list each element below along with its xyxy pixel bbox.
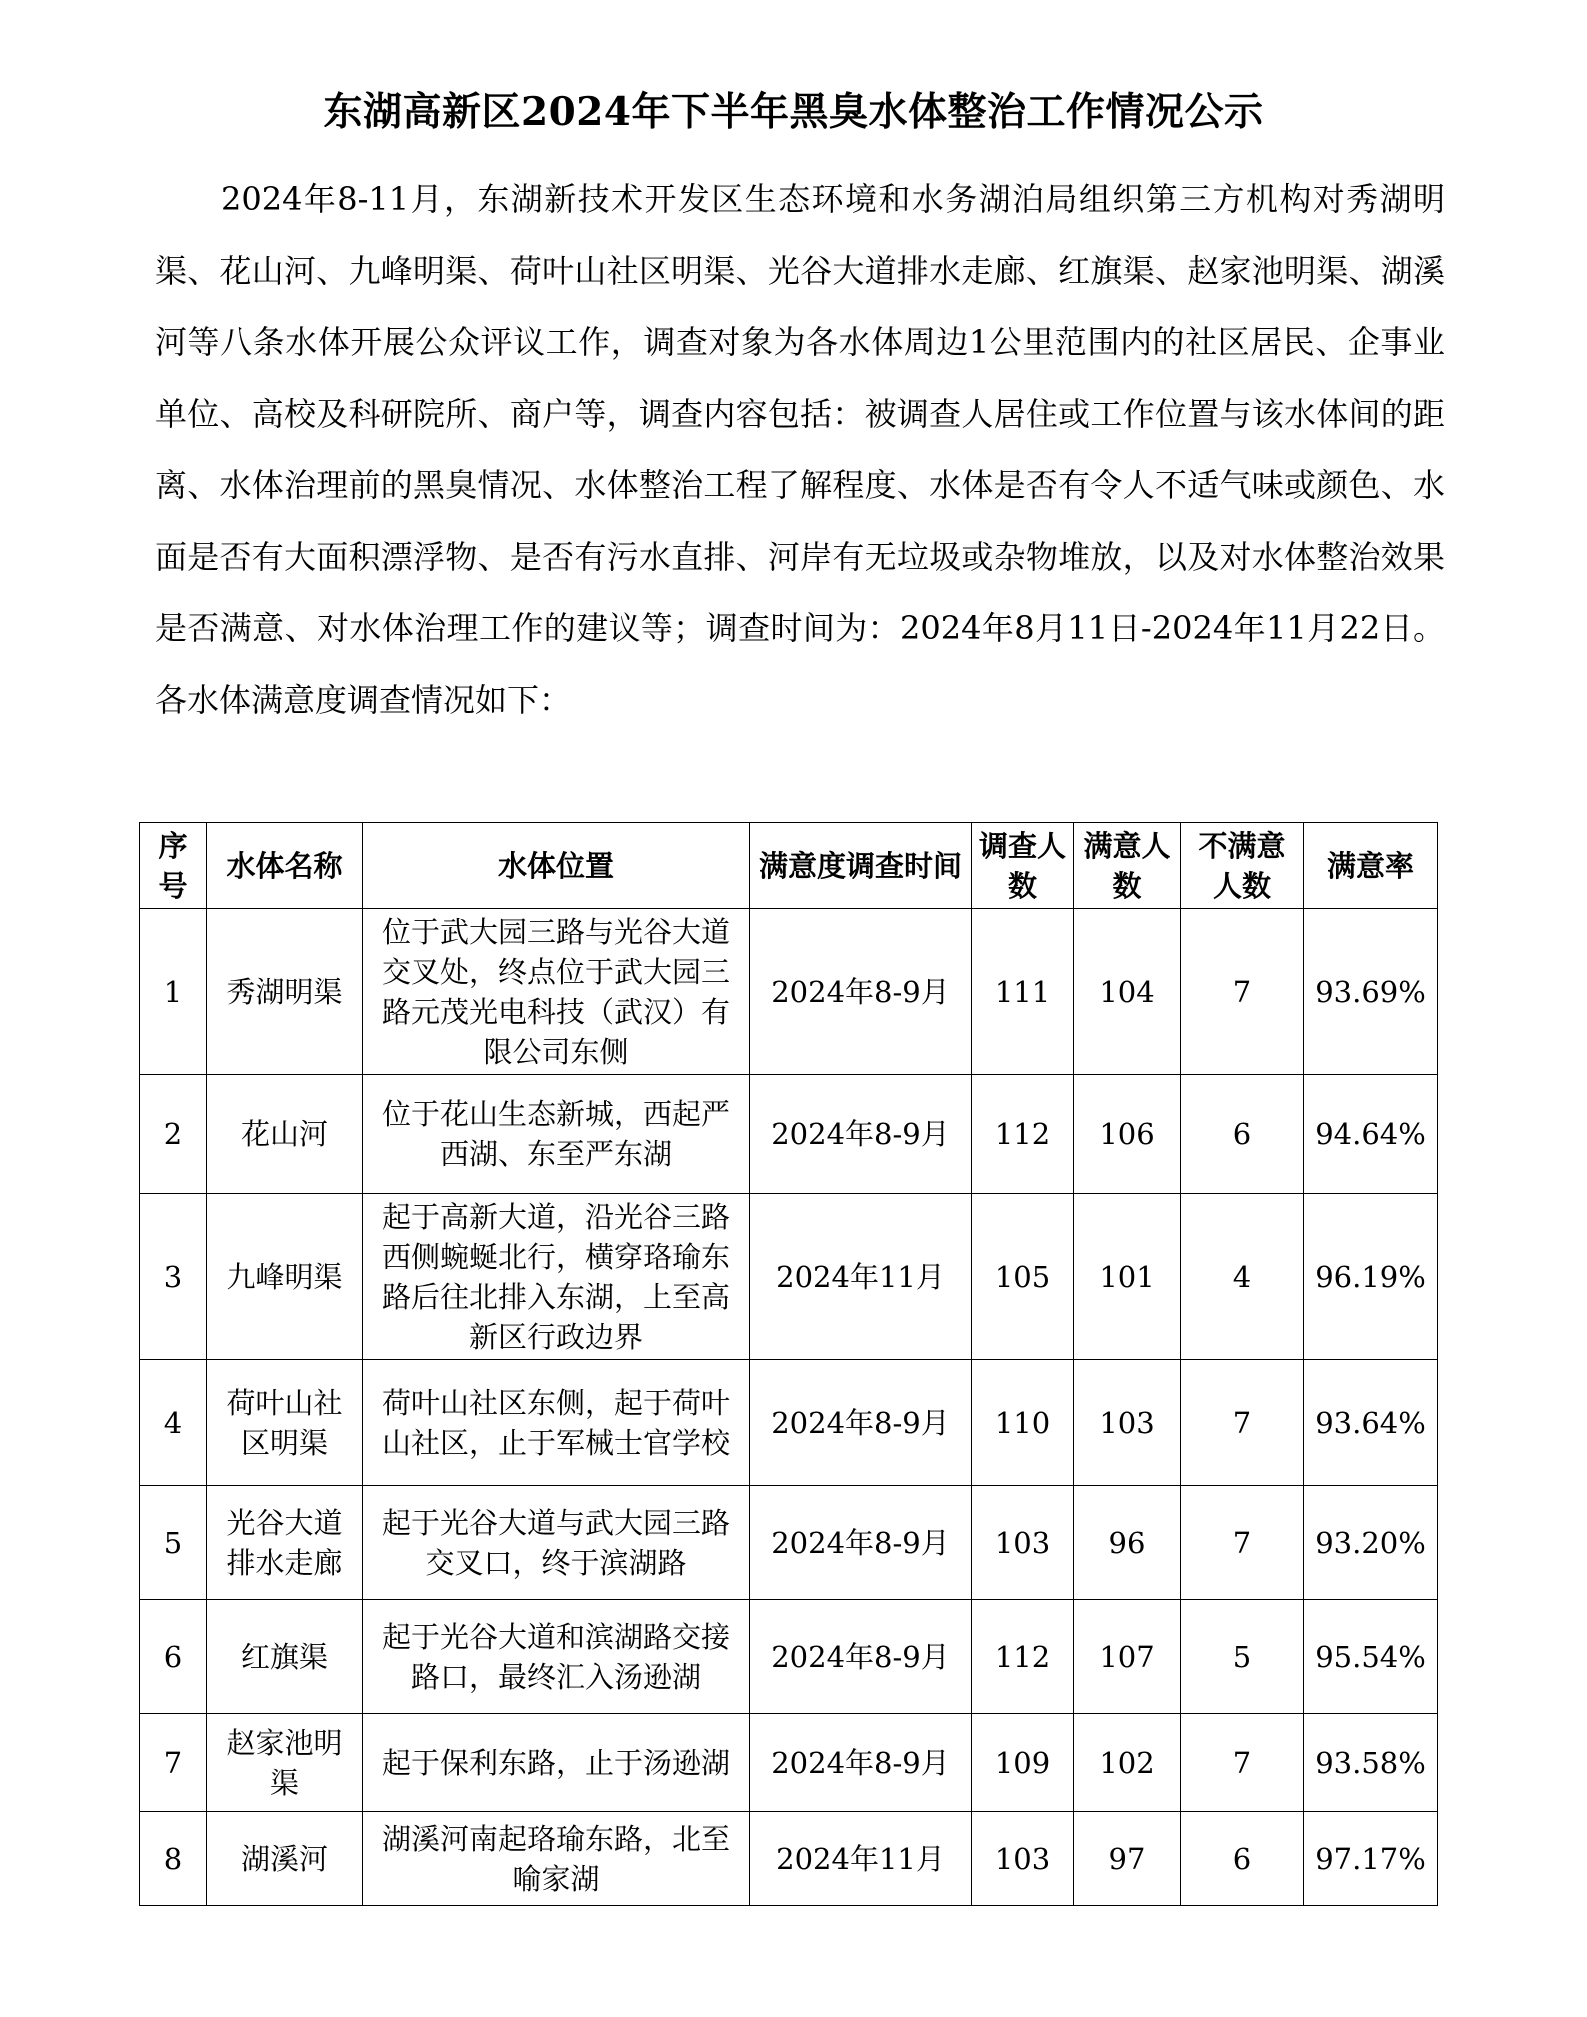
cell-surveyed-count: 105 bbox=[972, 1194, 1074, 1360]
cell-survey-time: 2024年8-9月 bbox=[750, 1714, 972, 1812]
cell-survey-time: 2024年11月 bbox=[750, 1812, 972, 1906]
cell-surveyed-count: 109 bbox=[972, 1714, 1074, 1812]
cell-satisfied-count: 96 bbox=[1074, 1486, 1181, 1600]
table-row bbox=[140, 1194, 1438, 1360]
cell-index: 5 bbox=[140, 1486, 207, 1600]
satisfaction-table bbox=[139, 822, 1438, 1906]
cell-satisfaction-rate: 94.64% bbox=[1304, 1075, 1438, 1194]
document-title: 东湖高新区2024年下半年黑臭水体整治工作情况公示 bbox=[323, 89, 1264, 135]
cell-water-name: 荷叶山社区明渠 bbox=[207, 1360, 363, 1486]
cell-index: 3 bbox=[140, 1194, 207, 1360]
cell-satisfaction-rate: 93.69% bbox=[1304, 909, 1438, 1075]
table-header-row bbox=[140, 823, 1438, 909]
cell-water-name: 花山河 bbox=[207, 1075, 363, 1194]
cell-surveyed-count: 112 bbox=[972, 1600, 1074, 1714]
cell-satisfied-count: 103 bbox=[1074, 1360, 1181, 1486]
cell-unsatisfied-count: 7 bbox=[1181, 1360, 1304, 1486]
header-water-location: 水体位置 bbox=[363, 823, 750, 909]
cell-surveyed-count: 111 bbox=[972, 909, 1074, 1075]
cell-satisfaction-rate: 93.20% bbox=[1304, 1486, 1438, 1600]
cell-water-location: 湖溪河南起珞瑜东路，北至喻家湖 bbox=[363, 1812, 750, 1906]
table-row bbox=[140, 1714, 1438, 1812]
cell-water-location: 荷叶山社区东侧，起于荷叶山社区，止于军械士官学校 bbox=[363, 1360, 750, 1486]
header-index: 序号 bbox=[140, 823, 207, 909]
cell-water-location: 起于光谷大道与武大园三路交叉口，终于滨湖路 bbox=[363, 1486, 750, 1600]
table-row bbox=[140, 1600, 1438, 1714]
cell-water-location: 起于保利东路，止于汤逊湖 bbox=[363, 1714, 750, 1812]
cell-survey-time: 2024年8-9月 bbox=[750, 1075, 972, 1194]
cell-water-location: 位于武大园三路与光谷大道交叉处，终点位于武大园三路元茂光电科技（武汉）有限公司东侧 bbox=[363, 909, 750, 1075]
cell-water-name: 九峰明渠 bbox=[207, 1194, 363, 1360]
cell-unsatisfied-count: 6 bbox=[1181, 1812, 1304, 1906]
table-row bbox=[140, 1075, 1438, 1194]
cell-index: 2 bbox=[140, 1075, 207, 1194]
cell-water-location: 起于光谷大道和滨湖路交接路口，最终汇入汤逊湖 bbox=[363, 1600, 750, 1714]
cell-water-name: 秀湖明渠 bbox=[207, 909, 363, 1075]
cell-surveyed-count: 103 bbox=[972, 1486, 1074, 1600]
header-unsatisfied-count: 不满意人数 bbox=[1181, 823, 1304, 909]
cell-survey-time: 2024年8-9月 bbox=[750, 1486, 972, 1600]
cell-satisfaction-rate: 93.58% bbox=[1304, 1714, 1438, 1812]
cell-survey-time: 2024年8-9月 bbox=[750, 909, 972, 1075]
table-row bbox=[140, 1360, 1438, 1486]
table-row bbox=[140, 909, 1438, 1075]
cell-satisfied-count: 97 bbox=[1074, 1812, 1181, 1906]
cell-index: 7 bbox=[140, 1714, 207, 1812]
cell-satisfied-count: 102 bbox=[1074, 1714, 1181, 1812]
cell-satisfaction-rate: 93.64% bbox=[1304, 1360, 1438, 1486]
header-water-name: 水体名称 bbox=[207, 823, 363, 909]
header-survey-time: 满意度调查时间 bbox=[750, 823, 972, 909]
cell-survey-time: 2024年11月 bbox=[750, 1194, 972, 1360]
header-satisfaction-rate: 满意率 bbox=[1304, 823, 1438, 909]
cell-water-name: 红旗渠 bbox=[207, 1600, 363, 1714]
cell-surveyed-count: 110 bbox=[972, 1360, 1074, 1486]
cell-surveyed-count: 103 bbox=[972, 1812, 1074, 1906]
cell-satisfied-count: 104 bbox=[1074, 909, 1181, 1075]
cell-water-name: 光谷大道排水走廊 bbox=[207, 1486, 363, 1600]
cell-unsatisfied-count: 7 bbox=[1181, 1714, 1304, 1812]
cell-satisfaction-rate: 95.54% bbox=[1304, 1600, 1438, 1714]
intro-paragraph: 2024年8-11月，东湖新技术开发区生态环境和水务湖泊局组织第三方机构对秀湖明渠、花山河、九峰明渠、荷叶山社区明渠、光谷大道排水走廊、红旗渠、赵家池明渠、湖溪河等八条水体开展公众评议工作，调查对象为各水体周边1公里范围内的社区居民、企事业单位、高校及科研院所、商户等，调查内容包括：被调查人居住或工作位置与该水体间的距离、水体治理前的黑臭情况、水体整治工程了解程度、水体是否有令人不适气味或颜色、水面是否有大面积漂浮物、是否有污水直排、河岸有无垃圾或杂物堆放，以及对水体整治效果是否满意、对水体治理工作的建议等；调查时间为：2024年8月11日-2024年11月22日。各水体满意度调查情况如下： bbox=[155, 180, 1445, 719]
cell-satisfaction-rate: 97.17% bbox=[1304, 1812, 1438, 1906]
cell-unsatisfied-count: 4 bbox=[1181, 1194, 1304, 1360]
cell-unsatisfied-count: 6 bbox=[1181, 1075, 1304, 1194]
cell-index: 1 bbox=[140, 909, 207, 1075]
cell-satisfied-count: 101 bbox=[1074, 1194, 1181, 1360]
cell-survey-time: 2024年8-9月 bbox=[750, 1360, 972, 1486]
header-satisfied-count: 满意人数 bbox=[1074, 823, 1181, 909]
cell-satisfied-count: 107 bbox=[1074, 1600, 1181, 1714]
header-surveyed-count: 调查人数 bbox=[972, 823, 1074, 909]
cell-surveyed-count: 112 bbox=[972, 1075, 1074, 1194]
cell-unsatisfied-count: 5 bbox=[1181, 1600, 1304, 1714]
cell-water-location: 起于高新大道，沿光谷三路西侧蜿蜒北行，横穿珞瑜东路后往北排入东湖，上至高新区行政边界 bbox=[363, 1194, 750, 1360]
table-row bbox=[140, 1812, 1438, 1906]
cell-water-location: 位于花山生态新城，西起严西湖、东至严东湖 bbox=[363, 1075, 750, 1194]
cell-unsatisfied-count: 7 bbox=[1181, 1486, 1304, 1600]
cell-survey-time: 2024年8-9月 bbox=[750, 1600, 972, 1714]
cell-water-name: 湖溪河 bbox=[207, 1812, 363, 1906]
cell-satisfied-count: 106 bbox=[1074, 1075, 1181, 1194]
cell-satisfaction-rate: 96.19% bbox=[1304, 1194, 1438, 1360]
cell-index: 6 bbox=[140, 1600, 207, 1714]
cell-water-name: 赵家池明渠 bbox=[207, 1714, 363, 1812]
cell-index: 4 bbox=[140, 1360, 207, 1486]
table-row bbox=[140, 1486, 1438, 1600]
cell-index: 8 bbox=[140, 1812, 207, 1906]
cell-unsatisfied-count: 7 bbox=[1181, 909, 1304, 1075]
